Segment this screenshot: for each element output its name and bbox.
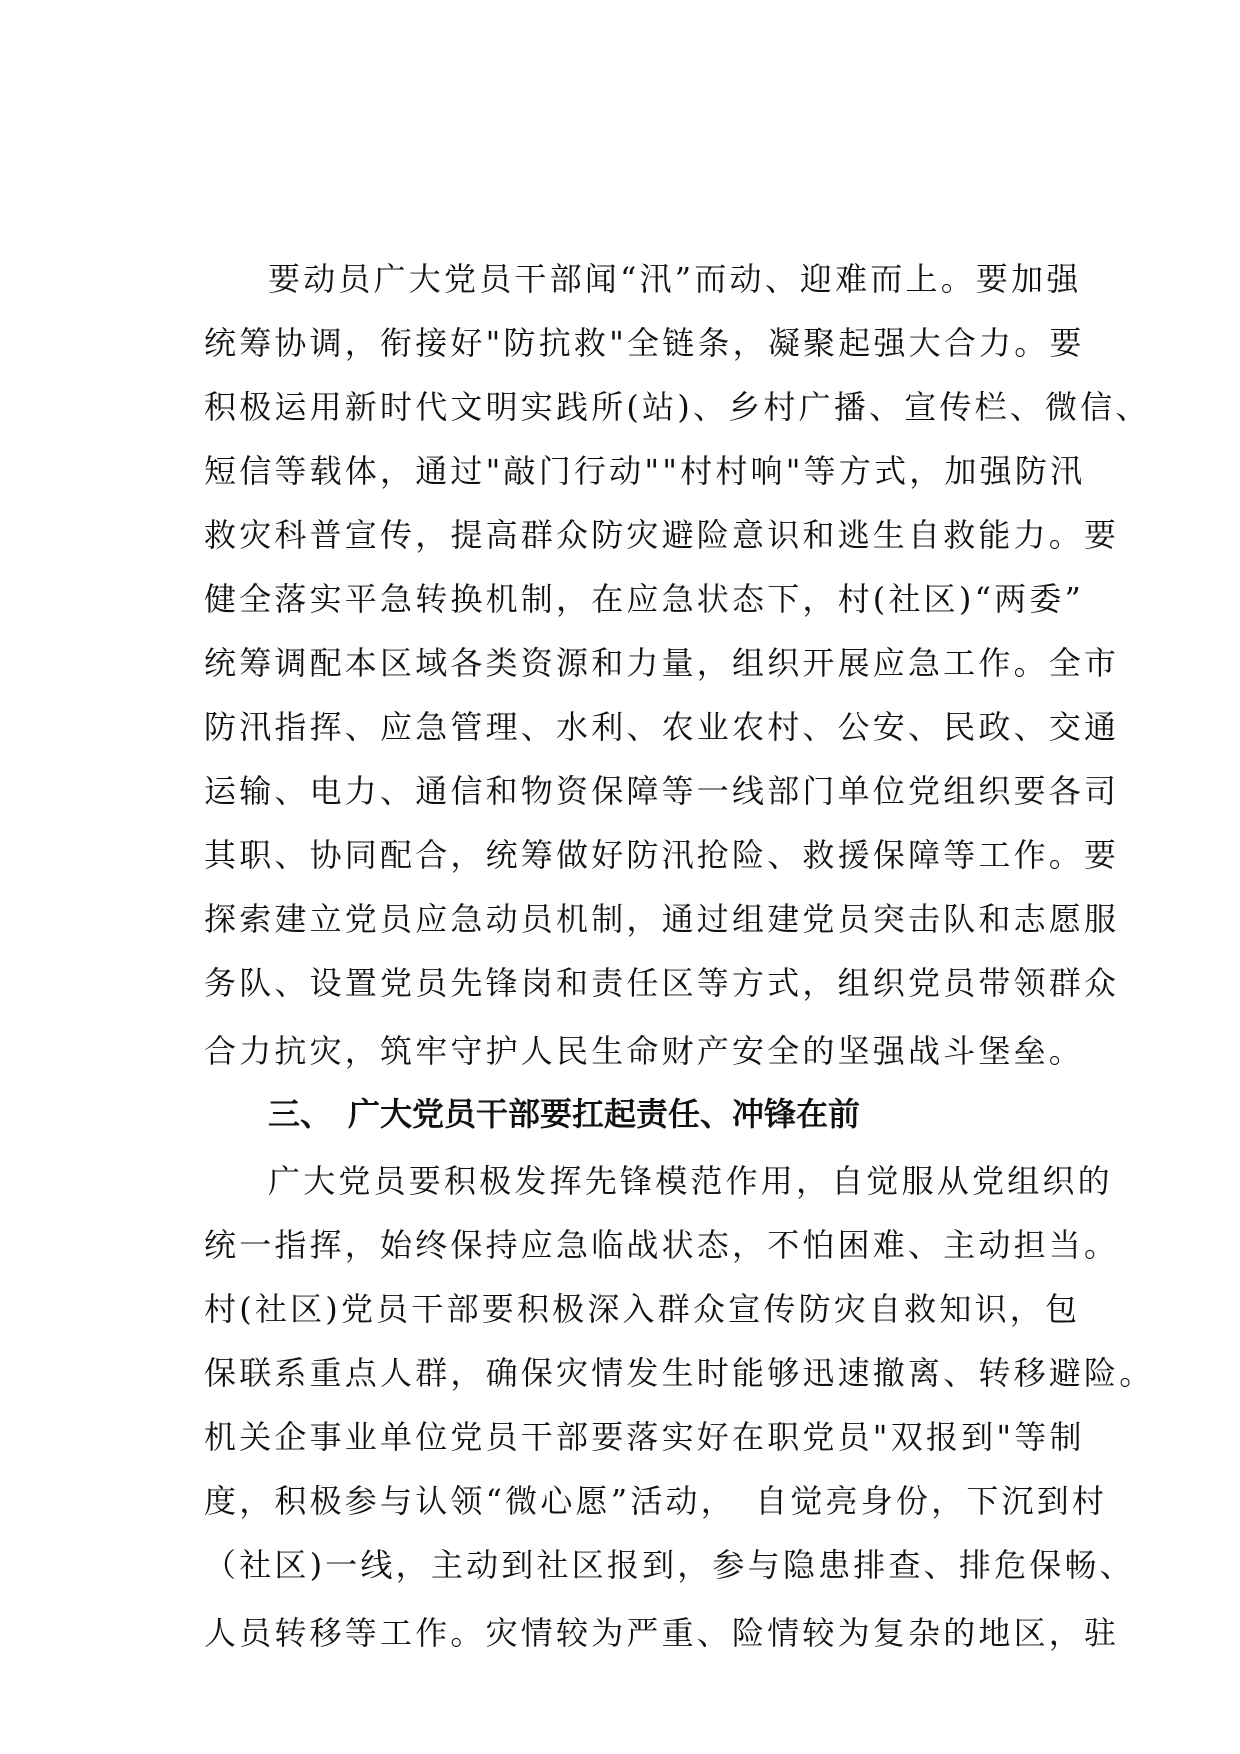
paragraph-line: 保联系重点人群，确保灾情发生时能够迅速撤离、转移避险。 xyxy=(204,1354,1155,1392)
section-heading xyxy=(268,1090,860,1138)
paragraph-line: 务队、设置党员先锋岗和责任区等方式，组织党员带领群众 xyxy=(204,964,1120,1002)
section-title: 广大党员干部要扛起责任、冲锋在前 xyxy=(348,1095,861,1133)
paragraph-line: 人员转移等工作。灾情较为严重、险情较为复杂的地区，驻 xyxy=(204,1614,1120,1652)
paragraph-line: 村(社区)党员干部要积极深入群众宣传防灾自救知识，包 xyxy=(204,1290,1081,1328)
paragraph-line: 防汛指挥、应急管理、水利、农业农村、公安、民政、交通 xyxy=(204,708,1120,746)
paragraph-line: 统筹调配本区域各类资源和力量，组织开展应急工作。全市 xyxy=(204,644,1120,682)
paragraph-line: （社区)一线，主动到社区报到，参与隐患排查、排危保畅、 xyxy=(204,1546,1135,1584)
paragraph-line: 机关企事业单位党员干部要落实好在职党员"双报到"等制 xyxy=(204,1418,1085,1456)
section-number: 三、 xyxy=(268,1095,333,1133)
paragraph-line: 探索建立党员应急动员机制，通过组建党员突击队和志愿服 xyxy=(204,900,1120,938)
paragraph-line: 合力抗灾，筑牢守护人民生命财产安全的坚强战斗堡垒。 xyxy=(204,1032,1085,1070)
paragraph-line: 统一指挥，始终保持应急临战状态，不怕困难、主动担当。 xyxy=(204,1226,1120,1264)
paragraph-line: 广大党员要积极发挥先锋模范作用，自觉服从党组织的 xyxy=(268,1162,1113,1200)
paragraph-line: 要动员广大党员干部闻“汛”而动、迎难而上。要加强 xyxy=(268,260,1082,298)
paragraph-line: 其职、协同配合，统筹做好防汛抢险、救援保障等工作。要 xyxy=(204,836,1120,874)
paragraph-line: 积极运用新时代文明实践所(站)、乡村广播、宣传栏、微信、 xyxy=(204,388,1151,426)
paragraph-line: 救灾科普宣传，提高群众防灾避险意识和逃生自救能力。要 xyxy=(204,516,1120,554)
paragraph-line: 度，积极参与认领“微心愿”活动， 自觉亮身份，下沉到村 xyxy=(204,1482,1108,1520)
paragraph-line: 运输、电力、通信和物资保障等一线部门单位党组织要各司 xyxy=(204,772,1120,810)
paragraph-line: 统筹协调，衔接好"防抗救"全链条，凝聚起强大合力。要 xyxy=(204,324,1085,362)
paragraph-line: 短信等载体，通过"敲门行动""村村响"等方式，加强防汛 xyxy=(204,452,1086,490)
paragraph-line: 健全落实平急转换机制，在应急状态下，村(社区)“两委” xyxy=(204,580,1085,618)
